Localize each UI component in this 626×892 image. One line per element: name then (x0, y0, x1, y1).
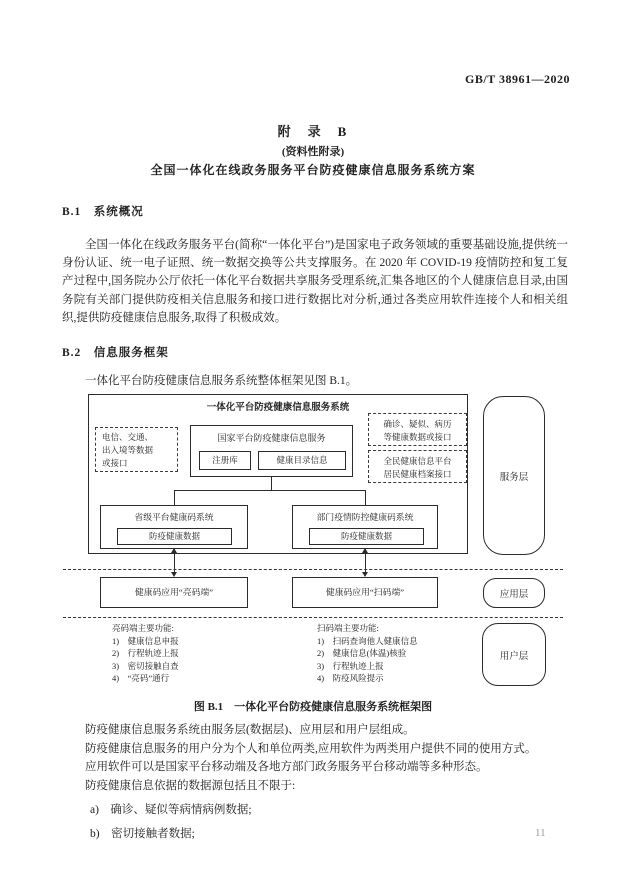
arrow-left-up-head (171, 548, 177, 553)
body-text (62, 721, 570, 844)
body-paragraph-1: 防疫健康信息服务系统由服务层(数据层)、应用层和用户层组成。 (85, 724, 415, 736)
show-code-app-box: 健康码应用“亮码端” (100, 577, 248, 608)
provincial-epidemic-data-box: 防疫健康数据 (117, 528, 232, 545)
layer-separator-1 (63, 569, 563, 570)
layer-separator-2 (63, 617, 563, 618)
body-paragraph-2: 防疫健康信息服务的用户分为个人和单位两类,应用软件为两类用户提供不同的使用方式。 (85, 742, 537, 755)
national-service-title: 国家平台防疫健康信息服务 (217, 433, 326, 443)
arrow-right-up-head (362, 548, 368, 553)
scan-code-function-item: 4) 防疫风险提示 (317, 673, 384, 684)
national-service-box (190, 425, 353, 477)
telecom-data-line2: 出入境等数据 (102, 444, 154, 455)
department-epidemic-data-box: 防疫健康数据 (309, 528, 424, 545)
show-code-functions-header: 亮码端主要功能: (112, 623, 174, 633)
registry-box: 注册库 (199, 451, 251, 470)
department-system-title: 部门疫情防控健康码系统 (316, 512, 414, 522)
system-title: 一体化平台防疫健康信息服务系统 (206, 403, 350, 413)
scan-code-functions (317, 622, 418, 685)
telecom-data-line3: 或接口 (102, 457, 128, 468)
doc-number: GB/T 38961—2020 (465, 72, 570, 86)
section-b2-paragraph: 一体化平台防疫健康信息服务系统整体框架见图 B.1。 (85, 375, 358, 387)
telecom-data-line1: 电信、交通、 (102, 432, 154, 442)
connector-right-down (365, 490, 366, 505)
show-code-functions (112, 622, 179, 685)
section-b1-paragraph: 全国一体化在线政务服务平台(简称“一体化平台”)是国家电子政务领域的重要基础设施,提供统一身份认证、统一电子证照、统一数据交换等公共支撑服务。在 2020 年 COVID-19 疫情防控和复工复产过程中,国务院办公厅依托一体化平台数据共享服务受理系统,汇集各地区的个人健康信息目录,由国务院有关部门提供防疫相关信息服务和接口进行数据比对分析,通过各类应用软件连接个人和相关组织,提供防疫健康信息服务,取得了积极成效。 (62, 239, 568, 324)
scan-code-function-item: 3) 行程轨迹上报 (317, 660, 384, 671)
health-archive-box (368, 450, 467, 483)
diagnosis-data-box (368, 413, 467, 446)
diagnosis-data-line1: 确诊、疑似、病历 (383, 419, 452, 429)
service-layer-label: 服务层 (483, 396, 545, 555)
body-paragraph-3: 应用软件可以是国家平台移动端及各地方部门政务服务平台移动端等多种形态。 (85, 761, 488, 774)
body-paragraph-4: 防疫健康信息依据的数据源包括且不限于: (85, 779, 296, 792)
scan-code-functions-header: 扫码端主要功能: (317, 623, 379, 633)
figure-caption: 图 B.1 一体化平台防疫健康信息服务系统框架图 (193, 701, 433, 713)
scan-code-function-item: 2) 健康信息(体温)核验 (317, 648, 407, 659)
application-layer-label: 应用层 (483, 578, 545, 608)
show-code-function-item: 1) 健康信息申报 (112, 635, 179, 646)
user-layer-label: 用户层 (482, 623, 546, 686)
section-b1-heading: B.1 系统概况 (62, 206, 144, 218)
scan-code-app-box: 健康码应用“扫码端” (292, 577, 438, 608)
show-code-function-item: 4) “亮码”通行 (112, 673, 170, 684)
appendix-title: 附 录 B (277, 124, 349, 139)
data-source-item-b: b) 密切接触者数据; (90, 827, 195, 840)
health-catalog-box: 健康目录信息 (258, 451, 346, 470)
show-code-function-item: 3) 密切接触自查 (112, 660, 179, 671)
scan-code-function-item: 1) 扫码查询他人健康信息 (317, 635, 418, 646)
data-source-item-a: a) 确诊、疑似等病情病例数据; (90, 803, 252, 816)
connector-national-down (271, 477, 272, 490)
telecom-data-box (95, 427, 178, 472)
page-number: 11 (535, 827, 546, 839)
appendix-name: 全国一体化在线政务服务平台防疫健康信息服务系统方案 (150, 163, 476, 177)
provincial-system-title: 省级平台健康码系统 (134, 512, 214, 522)
department-system-box (292, 505, 438, 549)
provincial-system-box (100, 505, 248, 549)
connector-horizontal-bar (174, 490, 366, 491)
connector-left-down (174, 490, 175, 505)
health-archive-line1: 全民健康信息平台 (383, 456, 452, 466)
health-archive-line2: 居民健康档案接口 (383, 469, 452, 479)
section-b2-heading: B.2 信息服务框架 (62, 347, 169, 359)
diagnosis-data-line2: 等健康数据或接口 (383, 432, 452, 442)
show-code-function-item: 2) 行程轨迹上报 (112, 648, 179, 659)
appendix-type: (资料性附录) (281, 146, 345, 158)
